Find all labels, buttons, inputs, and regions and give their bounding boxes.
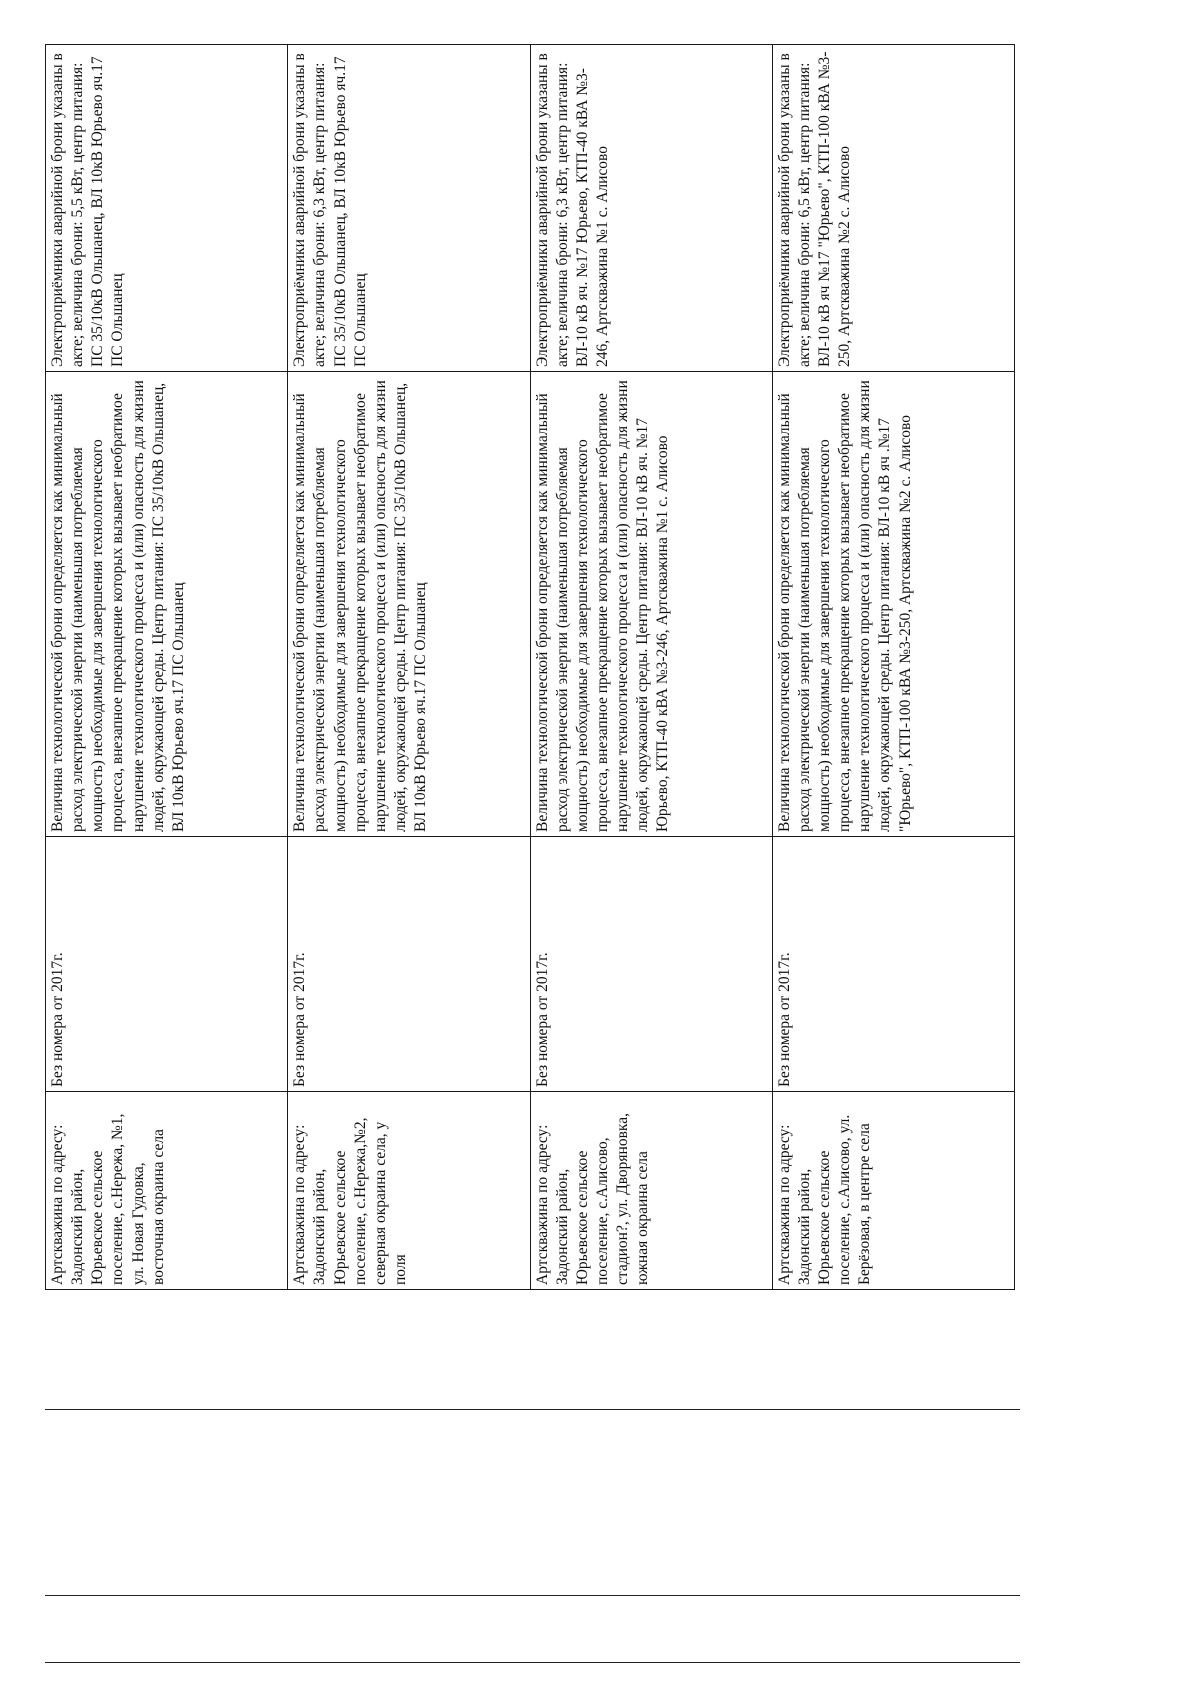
technological-reserve-cell: Величина технологической брони определяется как минимальный расход электрической энергии (наименьшая потребляемая мощность) необходимые для завершения технологического процесса, внезапное прекращение которых вызывает необратимое нарушение технологического процесса и (или) опасность для жизни людей, окружающей среды. Центр питания: ВЛ-10 кВ яч .№17 "Юрьево", КТП-100 кВА №3-250, Артскважина №2 с. Алисово (772, 372, 1014, 837)
table-row (530, 45, 772, 1290)
table-row (772, 45, 1014, 1290)
address-cell: Артскважина по адресу: Задонский район, Юрьевское сельское поселение, с.Нережа,№2, северная окраина села, у поля (288, 1092, 530, 1290)
document-cell: Без номера от 2017г. (772, 837, 1014, 1092)
rotated-table-block (45, 45, 1015, 1290)
technological-reserve-cell: Величина технологической брони определяется как минимальный расход электрической энергии (наименьшая потребляемая мощность) необходимые для завершения технологического процесса, внезапное прекращение которых вызывает необратимое нарушение технологического процесса и (или) опасность для жизни людей, окружающей среды. Центр питания: ПС 35/10кВ Ольшанец, ВЛ 10кВ Юрьево яч.17 ПС Ольшанец (46, 372, 288, 837)
reservation-table (45, 44, 1015, 1290)
emergency-reserve-cell: Электроприёмники аварийной брони указаны в акте; величина брони: 5,5 кВт, центр питания: ПС 35/10кВ Ольшанец, ВЛ 10кВ Юрьево яч.17 ПС Ольшанец (46, 45, 288, 372)
emergency-reserve-cell: Электроприёмники аварийной брони указаны в акте; величина брони: 6,3 кВт, центр питания: ПС 35/10кВ Ольшанец, ВЛ 10кВ Юрьево яч.17 ПС Ольшанец (288, 45, 530, 372)
document-cell: Без номера от 2017г. (530, 837, 772, 1092)
horizontal-rule (45, 1662, 1020, 1663)
emergency-reserve-cell: Электроприёмники аварийной брони указаны в акте; величина брони: 6,3 кВт, центр питания: ВЛ-10 кВ яч. №17 Юрьево, КТП-40 кВА №3-246, Артскважина №1 с. Алисово (530, 45, 772, 372)
address-cell: Артскважина по адресу: Задонский район, Юрьевское сельское поселение, с.Алисово, ул. Берёзовая, в центре села (772, 1092, 1014, 1290)
technological-reserve-cell: Величина технологической брони определяется как минимальный расход электрической энергии (наименьшая потребляемая мощность) необходимые для завершения технологического процесса, внезапное прекращение которых вызывает необратимое нарушение технологического процесса и (или) опасность для жизни людей, окружающей среды. Центр питания: ВЛ-10 кВ яч. №17 Юрьево, КТП-40 кВА №3-246, Артскважина №1 с. Алисово (530, 372, 772, 837)
horizontal-rule (45, 1595, 1020, 1596)
technological-reserve-cell: Величина технологической брони определяется как минимальный расход электрической энергии (наименьшая потребляемая мощность) необходимые для завершения технологического процесса, внезапное прекращение которых вызывает необратимое нарушение технологического процесса и (или) опасность для жизни людей, окружающей среды. Центр питания: ПС 35/10кВ Ольшанец, ВЛ 10кВ Юрьево яч.17 ПС Ольшанец (288, 372, 530, 837)
horizontal-rule (45, 1409, 1020, 1410)
table-row (46, 45, 288, 1290)
address-cell: Артскважина по адресу: Задонский район, Юрьевское сельское поселение, с.Нережа, №1, ул. Новая Гудовка, восточная окраина села (46, 1092, 288, 1290)
table-row (288, 45, 530, 1290)
document-cell: Без номера от 2017г. (46, 837, 288, 1092)
document-cell: Без номера от 2017г. (288, 837, 530, 1092)
emergency-reserve-cell: Электроприёмники аварийной брони указаны в акте; величина брони: 6,5 кВт, центр питания: ВЛ-10 кВ яч №17 "Юрьево", КТП-100 кВА №3-250, Артскважина №2 с. Алисово (772, 45, 1014, 372)
address-cell: Артскважина по адресу: Задонский район, Юрьевское сельское поселение, с.Алисово, стадион?, ул. Дворяновка, южная окраина села (530, 1092, 772, 1290)
